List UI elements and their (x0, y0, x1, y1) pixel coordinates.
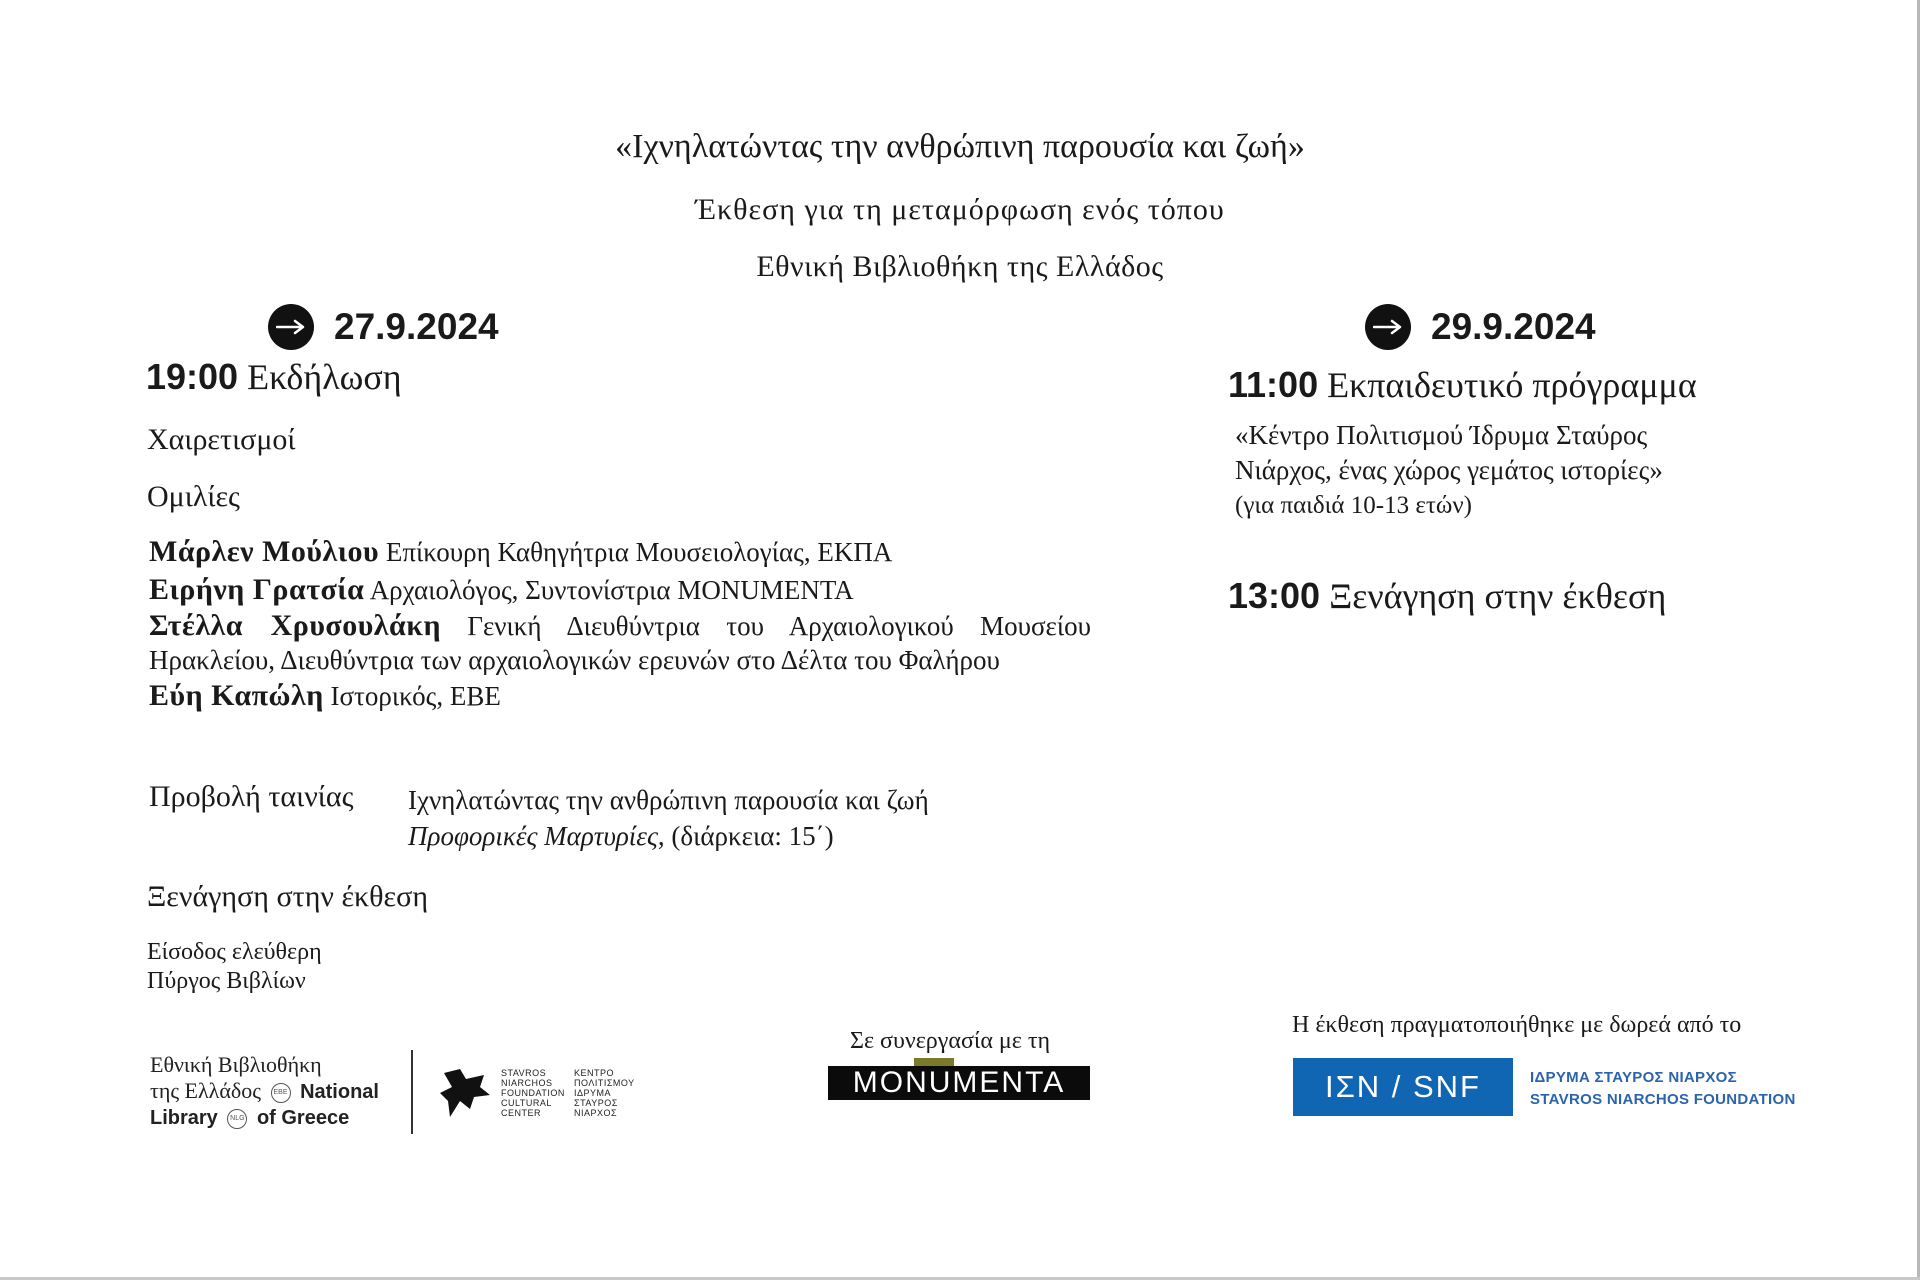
day2-program-time: 11:00 (1228, 364, 1319, 405)
snfcc-en-line: FOUNDATION (501, 1088, 565, 1098)
program-title-line1: «Κέντρο Πολιτισμού Ίδρυμα Σταύρος (1235, 420, 1648, 450)
venue-name: Εθνική Βιβλιοθήκη της Ελλάδος (756, 250, 1164, 283)
day1-event-heading (146, 356, 402, 398)
program-age: (για παιδιά 10-13 ετών) (1235, 492, 1472, 519)
logo-divider (411, 1050, 413, 1134)
speaker-item (149, 571, 1091, 609)
collaboration-label: Σε συνεργασία με τη (850, 1028, 1051, 1054)
greetings-label: Χαιρετισμοί (147, 423, 296, 456)
speaker-role: Γενική Διευθύντρια του Αρχαιολογικού Μουσείου Ηρακλείου, Διευθύντρια των αρχαιολογικών ερευνών στο Δέλτα του Φαλήρου (149, 611, 1091, 675)
donation-label: Η έκθεση πραγματοποιήθηκε με δωρεά από το (1292, 1012, 1742, 1038)
nlg-greek-line1: Εθνική Βιβλιοθήκη (150, 1052, 322, 1077)
day2-date-row (1365, 304, 1596, 350)
snfcc-en-line: STAVROS (501, 1068, 547, 1078)
day1-date-row (268, 304, 499, 350)
film-title: Ιχνηλατώντας την ανθρώπινη παρουσία και ζωή (408, 785, 929, 815)
snf-logo-text (1530, 1067, 1796, 1111)
national-library-logo (150, 1052, 379, 1131)
speaker-name: Εύη Καπώλη (149, 679, 324, 712)
snfcc-gr-line: ΚΕΝΤΡΟ (574, 1068, 615, 1078)
day2-program-label: Εκπαιδευτικό πρόγραμμα (1327, 365, 1697, 405)
nlg-english-2: Library (150, 1107, 218, 1129)
speaker-name: Ειρήνη Γρατσία (149, 573, 365, 606)
day2-program-details (1235, 418, 1663, 523)
day1-event-label: Εκδήλωση (247, 357, 402, 397)
entry-free: Είσοδος ελεύθερη (147, 939, 322, 965)
snfcc-en-line: CULTURAL (501, 1098, 552, 1108)
snfcc-text-en (501, 1068, 565, 1118)
speaker-role: Ιστορικός, ΕΒΕ (330, 681, 501, 711)
arrow-right-icon (1365, 304, 1411, 350)
speakers-list (149, 533, 1091, 715)
monumenta-accent-mark (914, 1058, 954, 1066)
monumenta-logo (828, 1066, 1090, 1100)
snfcc-text-gr (574, 1068, 635, 1118)
day2-date: 29.9.2024 (1431, 306, 1596, 347)
exhibition-subtitle: Έκθεση για τη μεταμόρφωση ενός τόπου (695, 193, 1225, 226)
snfcc-en-line: NIARCHOS (501, 1078, 553, 1088)
snfcc-gr-line: ΝΙΑΡΧΟΣ (574, 1108, 618, 1118)
day1-tour-label: Ξενάγηση στην έκθεση (147, 880, 429, 913)
nlg-english-1: National (300, 1081, 379, 1103)
film-duration: , (διάρκεια: 15΄) (657, 821, 834, 851)
film-details (408, 782, 929, 854)
speaker-name: Μάρλεν Μούλιου (149, 535, 380, 568)
day2-tour-heading (1228, 575, 1666, 617)
film-label: Προβολή ταινίας (149, 780, 354, 813)
monumenta-logo-text: MONUMENTA (852, 1066, 1066, 1099)
entry-info (147, 938, 322, 996)
speaker-name: Στέλλα Χρυσουλάκη (149, 609, 441, 642)
event-location: Πύργος Βιβλίων (147, 968, 306, 994)
nlg-seal-icon: ΕΒΕ (271, 1083, 291, 1103)
program-title-line2: Νιάρχος, ένας χώρος γεμάτος ιστορίες» (1235, 455, 1663, 485)
snf-logo: ΙΣΝ / SNF (1293, 1058, 1513, 1116)
nlg-seal-icon: NLG (227, 1109, 247, 1129)
day1-event-time: 19:00 (146, 356, 239, 397)
speaker-item (149, 609, 1091, 677)
speaker-role: Επίκουρη Καθηγήτρια Μουσειολογίας, ΕΚΠΑ (385, 537, 893, 567)
speaker-role: Αρχαιολόγος, Συντονίστρια MONUMENTA (369, 575, 854, 605)
snf-english-name: STAVROS NIARCHOS FOUNDATION (1530, 1091, 1796, 1108)
snfcc-gr-line: ΠΟΛΙΤΙΣΜΟΥ (574, 1078, 635, 1088)
speaker-item (149, 677, 1091, 715)
exhibition-title: «Ιχνηλατώντας την ανθρώπινη παρουσία και ζωή» (615, 128, 1305, 165)
arrow-right-icon (268, 304, 314, 350)
day2-tour-label: Ξενάγηση στην έκθεση (1329, 576, 1667, 616)
film-subline (408, 818, 929, 854)
film-subtitle: Προφορικές Μαρτυρίες (408, 821, 658, 851)
snfcc-gr-line: ΣΤΑΥΡΟΣ (574, 1098, 618, 1108)
talks-label: Ομιλίες (147, 480, 240, 513)
snfcc-gr-line: ΙΔΡΥΜΑ (574, 1088, 612, 1098)
day2-program-heading (1228, 364, 1697, 406)
snfcc-logo-mark-icon (440, 1065, 492, 1126)
snfcc-en-line: CENTER (501, 1108, 542, 1118)
day1-date: 27.9.2024 (334, 306, 499, 347)
speaker-item (149, 533, 1091, 571)
day2-tour-time: 13:00 (1228, 575, 1321, 616)
snf-greek-name: ΙΔΡΥΜΑ ΣΤΑΥΡΟΣ ΝΙΑΡΧΟΣ (1530, 1069, 1737, 1086)
nlg-greek-line2: της Ελλάδος (150, 1078, 261, 1103)
nlg-english-3: of Greece (256, 1107, 350, 1129)
